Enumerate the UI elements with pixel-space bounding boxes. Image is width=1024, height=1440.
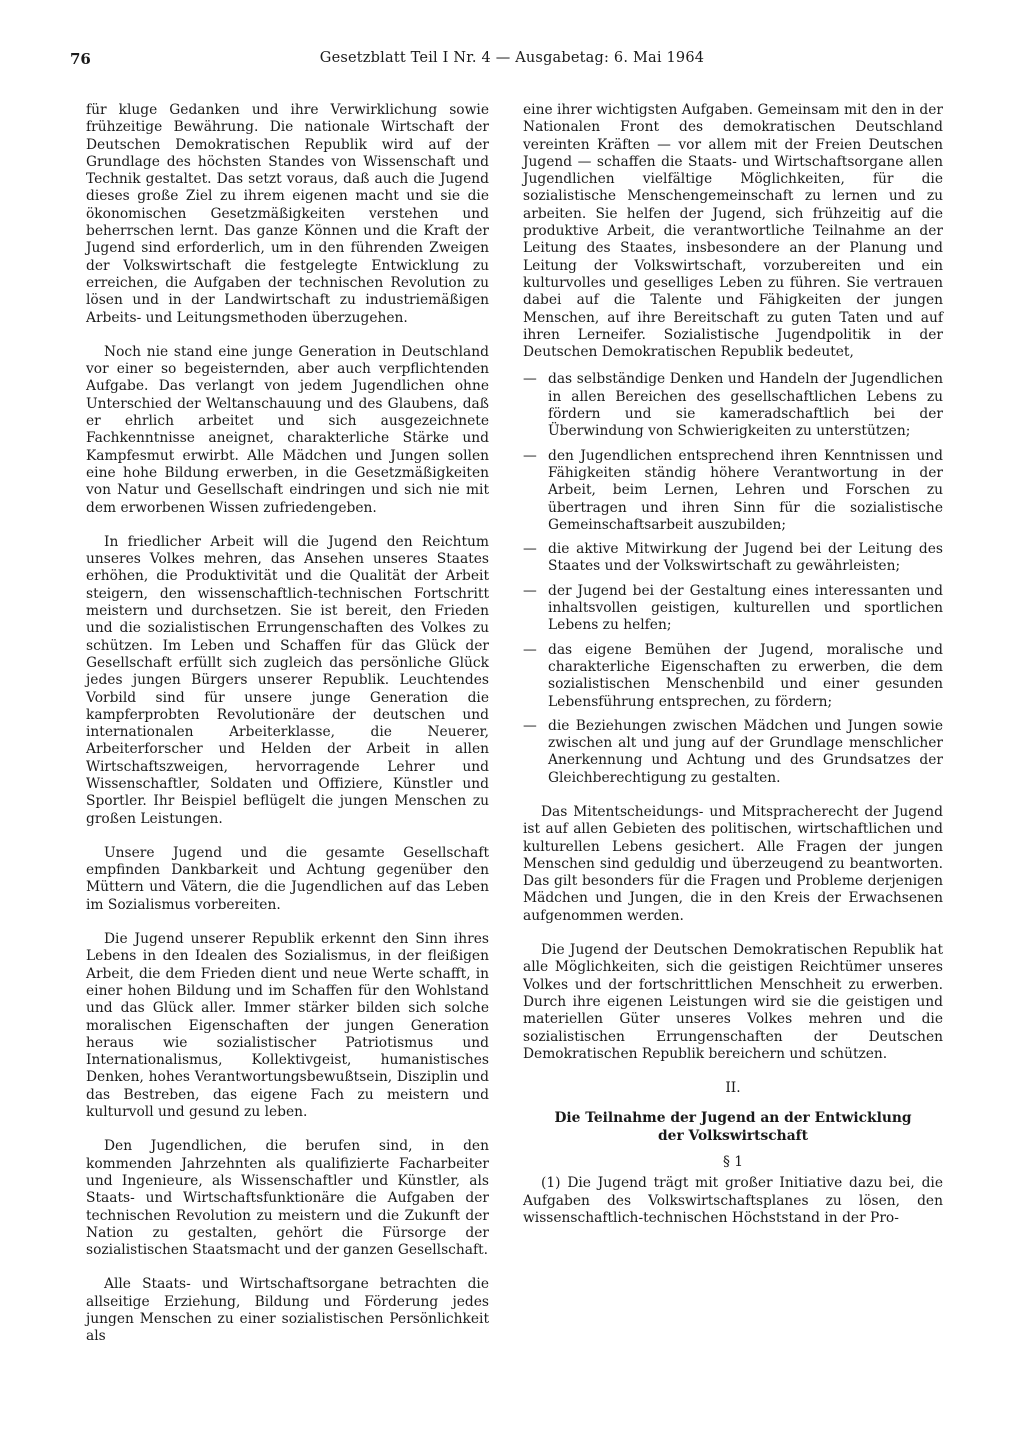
paragraph: Die Jugend unserer Republik erkennt den Sinn ihres Lebens in den Idealen des Sozialismus, in der fleißigen Arbeit, die dem Frieden dient und neue Werte schafft, in einer hohen Bildung und im Schaffen für den Wohlstand und das Glück aller. Immer stärker bilden sich solche moralischen Eigenschaften der jungen Generation heraus wie sozialistischer Patriotismus und Internationalismus, Kollektivgeist, humanistisches Denken, hohes Verantwortungsbewußtsein, Disziplin und das Bestreben, das eigene Fach zu meistern und kulturvoll und gesund zu leben. [86, 931, 489, 1121]
right-column [523, 102, 943, 1244]
list-item: — die aktive Mitwirkung der Jugend bei der Leitung des Staates und der Volkswirtschaft zu gewährleisten; [523, 541, 943, 576]
paragraph: für kluge Gedanken und ihre Verwirklichung sowie frühzeitige Bewährung. Die nationale Wirtschaft der Deutschen Demokratischen Republik wird auf der Grundlage des höchsten Standes von Wissenschaft und Technik gestaltet. Das setzt voraus, daß auch die Jugend dieses große Ziel zu ihrem eigenen macht und sie die ökonomischen Gesetzmäßigkeiten verstehen und beherrschen lernt. Das ganze Können und die Kraft der Jugend sind erforderlich, um in den führenden Zweigen der Volkswirtschaft die festgelegte Entwicklung zu erreichen, die Aufgaben der technischen Revolution zu lösen und in der Landwirtschaft zu industriemäßigen Arbeits- und Leitungsmethoden überzugehen. [86, 102, 489, 326]
paragraph-sign: § 1 [722, 1154, 744, 1171]
list-item: — den Jugendlichen entsprechend ihren Kenntnissen und Fähigkeiten ständig höhere Verantwortung in der Arbeit, beim Lernen, Lehren und Forschen zu übertragen und ihren Sinn für die sozialistische Gemeinschaftsarbeit auszubilden; [523, 448, 943, 534]
page-header [0, 50, 1024, 74]
list-item: — der Jugend bei der Gestaltung eines interessanten und inhaltsvollen geistigen, kulturellen und sportlichen Lebens zu helfen; [523, 583, 943, 635]
list-item: — das eigene Bemühen der Jugend, moralische und charakterliche Eigenschaften zu erwerben, die dem sozialistischen Menschenbild und einer gesunden Lebensführung entsprechen, zu fördern; [523, 642, 943, 711]
page-number: 76 [70, 50, 91, 68]
paragraph: Unsere Jugend und die gesamte Gesellschaft empfinden Dankbarkeit und Achtung gegenüber den Müttern und Vätern, die die Jugendlichen auf das Leben im Sozialismus vorbereiten. [86, 844, 489, 913]
paragraph: In friedlicher Arbeit will die Jugend den Reichtum unseres Volkes mehren, das Ansehen unseres Staates erhöhen, die Produktivität und die Qualität der Arbeit steigern, den wissenschaftlich-technischen Fortschritt meistern und durchsetzen. Sie ist bereit, den Frieden und die sozialistischen Errungenschaften des Volkes zu schützen. Im Leben und Schaffen für das Glück der Gesellschaft erfüllt sich zugleich das persönliche Glück jedes jungen Bürgers unserer Republik. Leuchtendes Vorbild sind für unsere junge Generation die kampferprobten Revolutionäre der deutschen und internationalen Arbeiterklasse, die Neuerer, Arbeiterforscher und Helden der Arbeit in allen Wirtschaftszweigen, hervorragende Lehrer und Wissenschaftler, Soldaten und Offiziere, Künstler und Sportler. Ihr Beispiel beflügelt die jungen Menschen zu großen Leistungen. [86, 533, 489, 827]
paragraph: Den Jugendlichen, die berufen sind, in den kommenden Jahrzehnten als qualifizierte Facharbeiter und Ingenieure, als Wissenschaftler und Künstler, als Staats- und Wirtschaftsfunktionäre die Aufgaben der technischen Revolution zu meistern und die Zukunft der Nation zu gestalten, gehört die Fürsorge der sozialistischen Staatsmacht und der ganzen Gesellschaft. [86, 1138, 489, 1259]
paragraph: Das Mitentscheidungs- und Mitspracherecht der Jugend ist auf allen Gebieten des politischen, wirtschaftlichen und kulturellen Lebens gesichert. Alle Fragen der jungen Menschen sind geduldig und überzeugend zu beantworten. Das gilt besonders für die Fragen und Probleme derjenigen Mädchen und Jungen, die in den Kreis der Erwachsenen aufgenommen werden. [523, 803, 943, 924]
paragraph: (1) Die Jugend trägt mit großer Initiative dazu bei, die Aufgaben des Volkswirtschaftsplanes zu lösen, den wissenschaftlich-technischen Höchststand in der Pro- [523, 1175, 943, 1226]
list-item: — das selbständige Denken und Handeln der Jugendlichen in allen Bereichen des gesellschaftlichen Lebens zu fördern und sie kameradschaftlich bei der Überwindung von Schwierigkeiten zu unterstützen; [523, 371, 943, 440]
header-title: Gesetzblatt Teil I Nr. 4 — Ausgabetag: 6. Mai 1964 [319, 50, 705, 66]
paragraph: Die Jugend der Deutschen Demokratischen Republik hat alle Möglichkeiten, sich die geistigen Reichtümer unseres Volkes und der fortschrittlichen Menschheit zu erwerben. Durch ihre eigenen Leistungen wird sie die geistigen und materiellen Güter unseres Volkes mehren und die sozialistischen Errungenschaften der Deutschen Demokratischen Republik bereichern und schützen. [523, 942, 943, 1062]
section-title: Die Teilnahme der Jugend an der Entwicklung der Volkswirtschaft [554, 1110, 912, 1144]
left-column [86, 102, 489, 1363]
paragraph: eine ihrer wichtigsten Aufgaben. Gemeinsam mit den in der Nationalen Front des demokratischen Deutschland vereinten Kräften — vor allem mit der Freien Deutschen Jugend — schaffen die Staats- und Wirtschaftsorgane allen Jugendlichen vielfältige Möglichkeiten, für die sozialistische Menschengemeinschaft zu lernen und zu arbeiten. Sie helfen der Jugend, sich frühzeitig auf die produktive Arbeit, die verantwortliche Teilnahme an der Leitung des Staates, insbesondere an der Planung und Leitung der Volkswirtschaft, vorzubereiten und ein kulturvolles und geselliges Leben zu führen. Sie vertrauen dabei auf die Talente und Fähigkeiten der jungen Menschen, auf ihre Bereitschaft zu guten Taten und auf ihren Lerneifer. Sozialistische Jugendpolitik in der Deutschen Demokratischen Republik bedeutet, [523, 102, 943, 361]
section-number: II. [725, 1080, 741, 1097]
paragraph: Alle Staats- und Wirtschaftsorgane betrachten die allseitige Erziehung, Bildung und Förderung jedes jungen Menschen zu einer sozialistischen Persönlichkeit als [86, 1276, 489, 1345]
list-item: — die Beziehungen zwischen Mädchen und Jungen sowie zwischen alt und jung auf der Grundlage menschlicher Anerkennung und Achtung und des Grundsatzes der Gleichberechtigung zu gestalten. [523, 718, 943, 787]
dash-list [523, 371, 943, 787]
paragraph: Noch nie stand eine junge Generation in Deutschland vor einer so begeisternden, aber auch verpflichtenden Aufgabe. Das verlangt von jedem Jugendlichen ohne Unterschied der Weltanschauung und des Glaubens, daß er ehrlich arbeitet und sich ausgezeichnete Fachkenntnisse aneignet, charakterliche Stärke und Kampfesmut erwirbt. Alle Mädchen und Jungen sollen eine hohe Bildung erwerben, in die Gesetzmäßigkeiten von Natur und Gesellschaft eindringen und sich nie mit dem erworbenen Wissen zufriedengeben. [86, 343, 489, 516]
